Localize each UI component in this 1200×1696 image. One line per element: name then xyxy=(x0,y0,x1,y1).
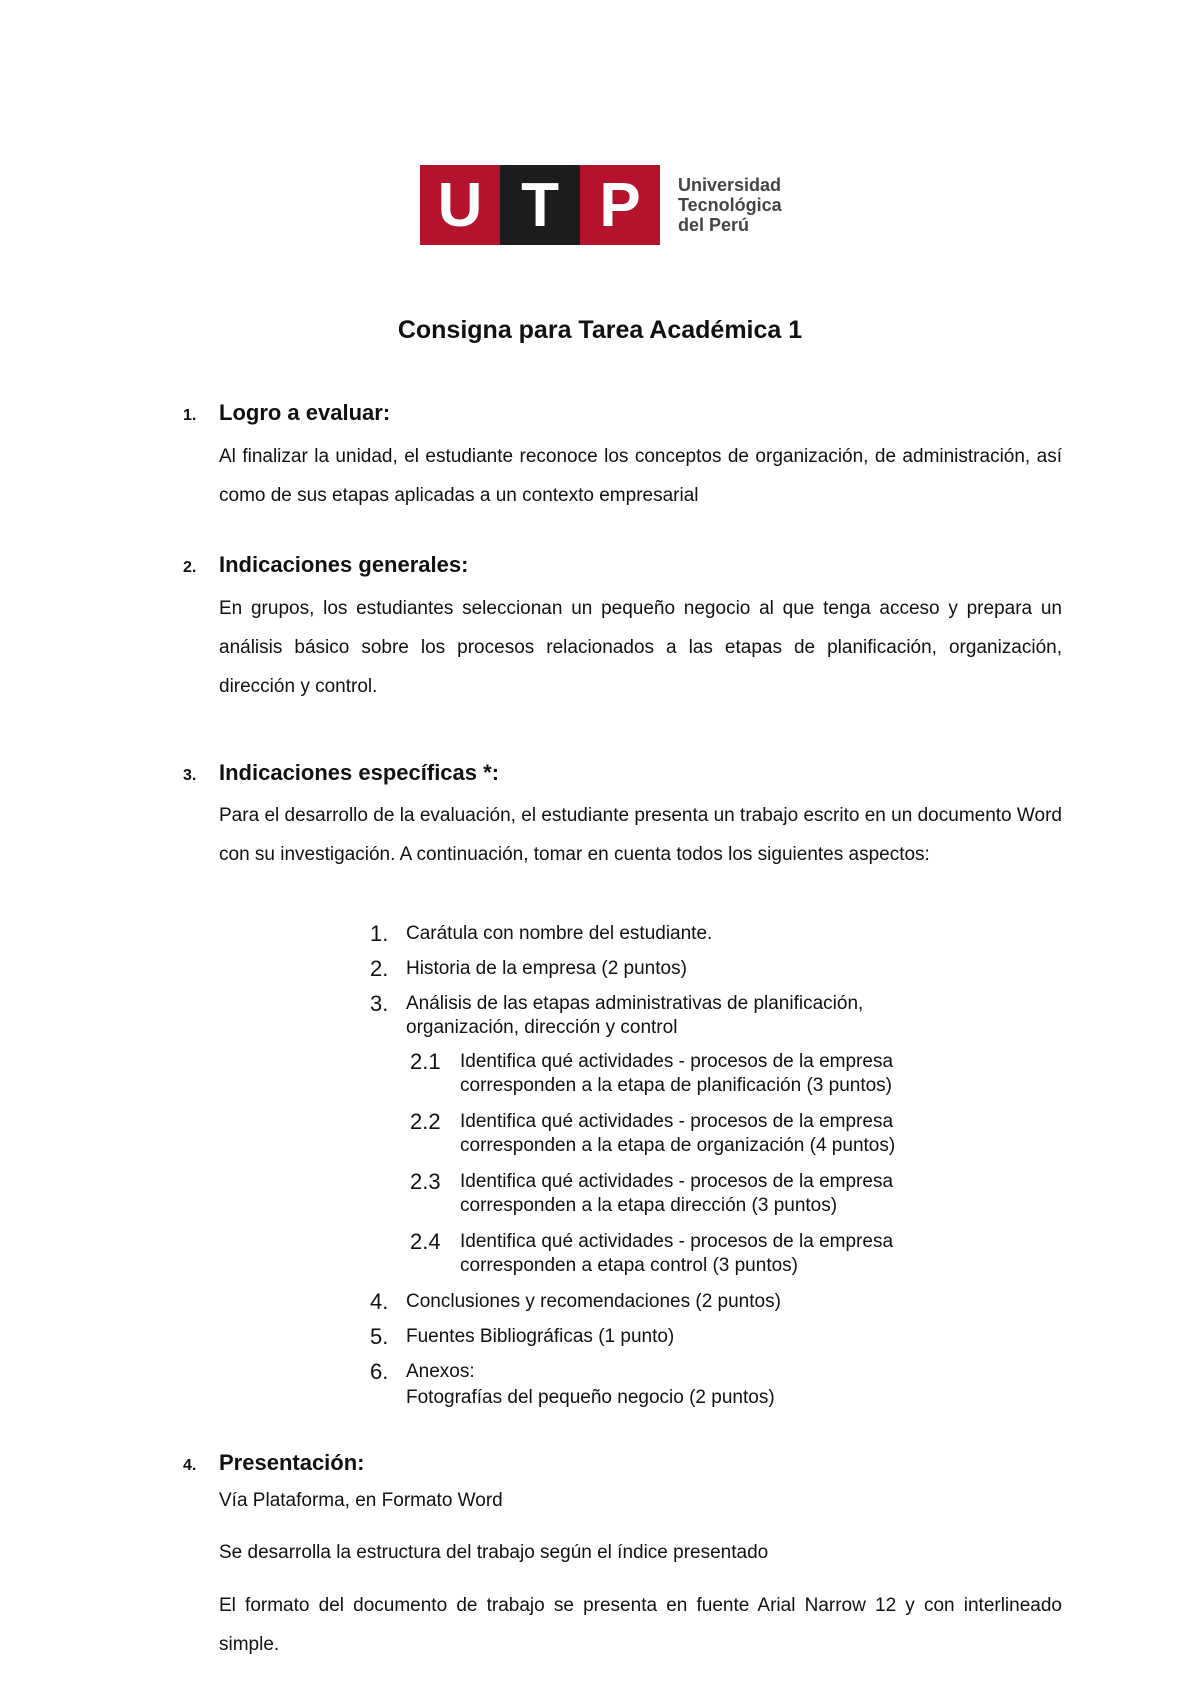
sub-list-item-text: Identifica qué actividades - procesos de la empresa corresponden a la etapa de organización (4 puntos) xyxy=(460,1111,896,1156)
section-1-body: Al finalizar la unidad, el estudiante reconoce los conceptos de organización, de administración, así como de sus etapas aplicadas a un contexto empresarial xyxy=(219,446,1062,506)
list-item-continuation xyxy=(370,1386,775,1410)
section-4-heading xyxy=(183,1450,365,1476)
list-item-text: Conclusiones y recomendaciones (2 puntos) xyxy=(406,1291,781,1312)
logo-letter-u: U xyxy=(420,165,500,245)
list-item xyxy=(370,1360,475,1384)
list-item-text: Carátula con nombre del estudiante. xyxy=(406,923,713,944)
logo-line-3: del Perú xyxy=(678,215,750,235)
list-item-text: Fuentes Bibliográficas (1 punto) xyxy=(406,1326,675,1347)
list-item xyxy=(370,1325,674,1349)
list-item-number: 1. xyxy=(370,921,389,946)
logo-line-1: Universidad xyxy=(678,175,782,195)
list-item xyxy=(370,992,940,1040)
sub-list-item-number: 2.4 xyxy=(410,1229,441,1254)
list-item-number: 6. xyxy=(370,1359,389,1384)
list-item-text: Análisis de las etapas administrativas de planificación, organización, dirección y control xyxy=(406,993,864,1038)
sub-list-item-text: Identifica qué actividades - procesos de la empresa corresponden a etapa control (3 puntos) xyxy=(460,1231,894,1276)
list-item xyxy=(370,1290,781,1314)
section-4-line-3: El formato del documento de trabajo se presenta en fuente Arial Narrow 12 y con interlineado simple. xyxy=(219,1595,1062,1655)
document-title: Consigna para Tarea Académica 1 xyxy=(397,316,803,344)
logo-line-2: Tecnológica xyxy=(678,195,782,215)
list-item xyxy=(370,957,687,981)
section-1-title: Logro a evaluar: xyxy=(219,400,391,425)
sub-list-item xyxy=(410,1110,970,1158)
sub-list-item-text: Identifica qué actividades - procesos de la empresa corresponden a la etapa dirección (3 puntos) xyxy=(460,1171,894,1216)
logo-letter-t: T xyxy=(500,165,580,245)
sub-list-item xyxy=(410,1170,970,1218)
list-item-number: 3. xyxy=(370,991,389,1016)
list-item-number: 4. xyxy=(370,1289,389,1314)
list-item-number: 2. xyxy=(370,956,389,981)
list-item-number: 5. xyxy=(370,1324,389,1349)
sub-list-item-number: 2.1 xyxy=(410,1049,441,1074)
section-1-heading xyxy=(183,400,390,426)
list-item xyxy=(370,922,712,946)
sub-list-item xyxy=(410,1050,970,1098)
list-item-number xyxy=(370,1386,406,1410)
section-3-number: 3. xyxy=(183,767,197,784)
section-3-body: Para el desarrollo de la evaluación, el estudiante presenta un trabajo escrito en un documento Word con su investigación. A continuación, tomar en cuenta todos los siguientes aspectos: xyxy=(219,805,1062,865)
logo-university-name xyxy=(678,175,782,235)
sub-list-item-text: Identifica qué actividades - procesos de la empresa corresponden a la etapa de planificación (3 puntos) xyxy=(460,1051,894,1096)
section-4-line-1: Vía Plataforma, en Formato Word xyxy=(219,1490,503,1511)
section-4-title: Presentación: xyxy=(219,1450,365,1475)
section-3-title: Indicaciones específicas *: xyxy=(219,760,500,785)
section-4-line-2: Se desarrolla la estructura del trabajo según el índice presentado xyxy=(219,1542,769,1563)
list-item-text: Fotografías del pequeño negocio (2 puntos) xyxy=(406,1387,775,1408)
list-item-text: Anexos: xyxy=(406,1361,475,1382)
section-2-title: Indicaciones generales: xyxy=(219,552,469,577)
sub-list-item xyxy=(410,1230,970,1278)
list-item-text: Historia de la empresa (2 puntos) xyxy=(406,958,687,979)
section-4-number: 4. xyxy=(183,1457,197,1474)
sub-list-item-number: 2.3 xyxy=(410,1169,441,1194)
logo-letter-p: P xyxy=(580,165,660,245)
section-1-number: 1. xyxy=(183,407,197,424)
utp-logo xyxy=(420,165,782,245)
section-2-heading xyxy=(183,552,468,578)
section-2-number: 2. xyxy=(183,559,197,576)
sub-list-item-number: 2.2 xyxy=(410,1109,441,1134)
section-2-body: En grupos, los estudiantes seleccionan un pequeño negocio al que tenga acceso y prepara un análisis básico sobre los procesos relacionados a las etapas de planificación, organización, dirección y control. xyxy=(219,598,1062,697)
section-3-heading xyxy=(183,760,499,786)
